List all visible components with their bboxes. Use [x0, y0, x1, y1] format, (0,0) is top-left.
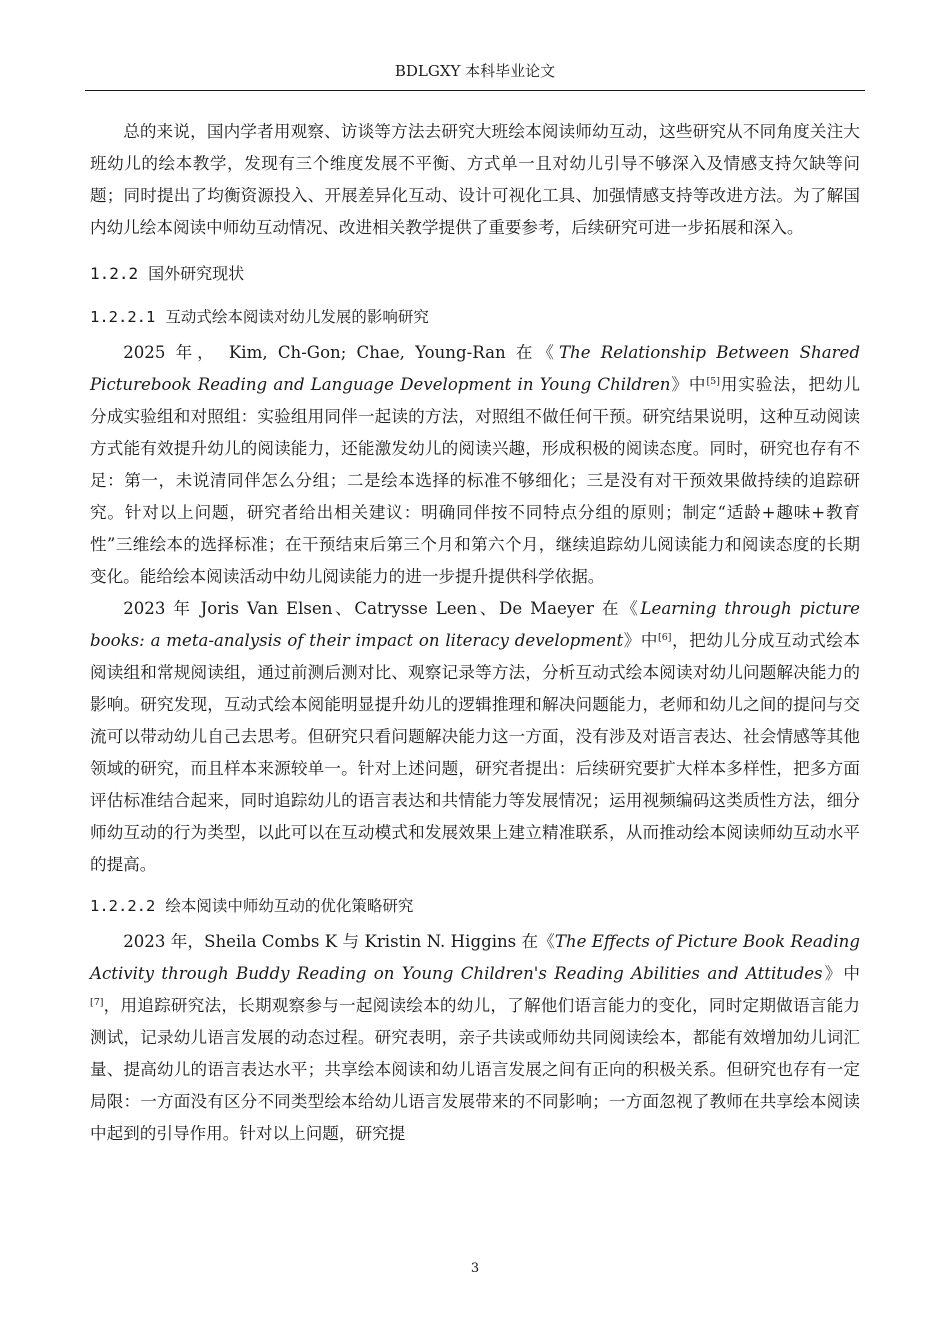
header-rule — [85, 90, 865, 91]
running-header: BDLGXY 本科毕业论文 — [394, 62, 556, 80]
joris-mid: 》中 — [623, 631, 659, 650]
kim-body: 用实验法，把幼儿分成实验组和对照组：实验组用同伴一起读的方法，对照组不做任何干预。研究结果说明，这种互动阅读方式能有效提升幼儿的阅读能力，还能激发幼儿的阅读兴趣，形成积极的阅读态度。同时，研究也存有不足：第一，未说清同伴怎么分组；二是绘本选择的标准不够细化；三是没有对干预效果做持续的追踪研究。针对以上问题，研究者给出相关建议：明确同伴按不同特点分组的原则；制定“适龄+趣味+教育性”三维绘本的选择标准；在干预结束后第三个月和第六个月，继续追踪幼儿阅读能力和阅读态度的长期变化。能给绘本阅读活动中幼儿阅读能力的进一步提升提供科学依据。 — [90, 375, 861, 586]
subsection-number: 1.2.2.2 — [90, 897, 156, 915]
sheila-lead: 2023 年，Sheila Combs K 与 Kristin N. Higgins 在《 — [123, 932, 555, 951]
kim-lead: 2025 年， Kim, Ch-Gon; Chae, Young-Ran 在《 — [123, 343, 559, 362]
citation-5[interactable]: [5] — [706, 376, 720, 387]
joris-paragraph — [90, 593, 860, 881]
sheila-mid: 》中 — [822, 964, 860, 983]
summary-paragraph: 总的来说，国内学者用观察、访谈等方法去研究大班绘本阅读师幼互动，这些研究从不同角度关注大班幼儿的绘本教学，发现有三个维度发展不平衡、方式单一且对幼儿引导不够深入及情感支持欠缺等问题；同时提出了均衡资源投入、开展差异化互动、设计可视化工具、加强情感支持等改进方法。为了解国内幼儿绘本阅读中师幼互动情况、改进相关教学提供了重要参考，后续研究可进一步拓展和深入。 — [90, 122, 860, 237]
section-title: 国外研究现状 — [148, 264, 245, 283]
sheila-paragraph — [90, 926, 860, 1150]
subsection-number: 1.2.2.1 — [90, 308, 156, 326]
citation-6[interactable]: [6] — [658, 632, 672, 643]
subsection-title: 互动式绘本阅读对幼儿发展的影响研究 — [165, 308, 429, 326]
page-number: 3 — [470, 1261, 480, 1276]
kim-mid: 》中 — [670, 375, 707, 394]
kim-work-title: The Relationship Between Shared Picturebook Reading and Language Development in Young Children — [90, 343, 860, 394]
page-body — [90, 116, 860, 1150]
section-heading-1-2-2 — [90, 263, 860, 285]
sheila-work-title: The Effects of Picture Book Reading Activity through Buddy Reading on Young Children's Reading Abilities and Attitudes — [90, 932, 860, 983]
sheila-body: ，用追踪研究法，长期观察参与一起阅读绘本的幼儿，了解他们语言能力的变化，同时定期做语言能力测试，记录幼儿语言发展的动态过程。研究表明，亲子共读或师幼共同阅读绘本，都能有效增加幼儿词汇量、提高幼儿的语言表达水平；共享绘本阅读和幼儿语言发展之间有正向的积极关系。但研究也存有一定局限：一方面没有区分不同类型绘本给幼儿语言发展带来的不同影响；一方面忽视了教师在共享绘本阅读中起到的引导作用。针对以上问题，研究提 — [90, 996, 860, 1143]
section-number: 1.2.2 — [90, 264, 139, 283]
joris-work-title: Learning through picture books: a meta-analysis of their impact on literacy development — [90, 599, 860, 650]
subsection-heading-1-2-2-2 — [90, 895, 860, 917]
joris-lead: 2023 年 Joris Van Elsen、Catrysse Leen、De Maeyer 在《 — [123, 599, 641, 618]
subsection-heading-1-2-2-1 — [90, 306, 860, 328]
citation-7[interactable]: [7] — [90, 997, 104, 1008]
kim-paragraph — [90, 337, 860, 593]
joris-body: ，把幼儿分成互动式绘本阅读组和常规阅读组，通过前测后测对比、观察记录等方法，分析互动式绘本阅读对幼儿问题解决能力的影响。研究发现，互动式绘本阅能明显提升幼儿的逻辑推理和解决问题能力，老师和幼儿之间的提问与交流可以带动幼儿自己去思考。但研究只看问题解决能力这一方面，没有涉及对语言表达、社会情感等其他领域的研究，而且样本来源较单一。针对上述问题，研究者提出：后续研究要扩大样本多样性，把多方面评估标准结合起来，同时追踪幼儿的语言表达和共情能力等发展情况；运用视频编码这类质性方法，细分师幼互动的行为类型，以此可以在互动模式和发展效果上建立精准联系，从而推动绘本阅读师幼互动水平的提高。 — [90, 631, 861, 874]
subsection-title: 绘本阅读中师幼互动的优化策略研究 — [165, 897, 414, 915]
